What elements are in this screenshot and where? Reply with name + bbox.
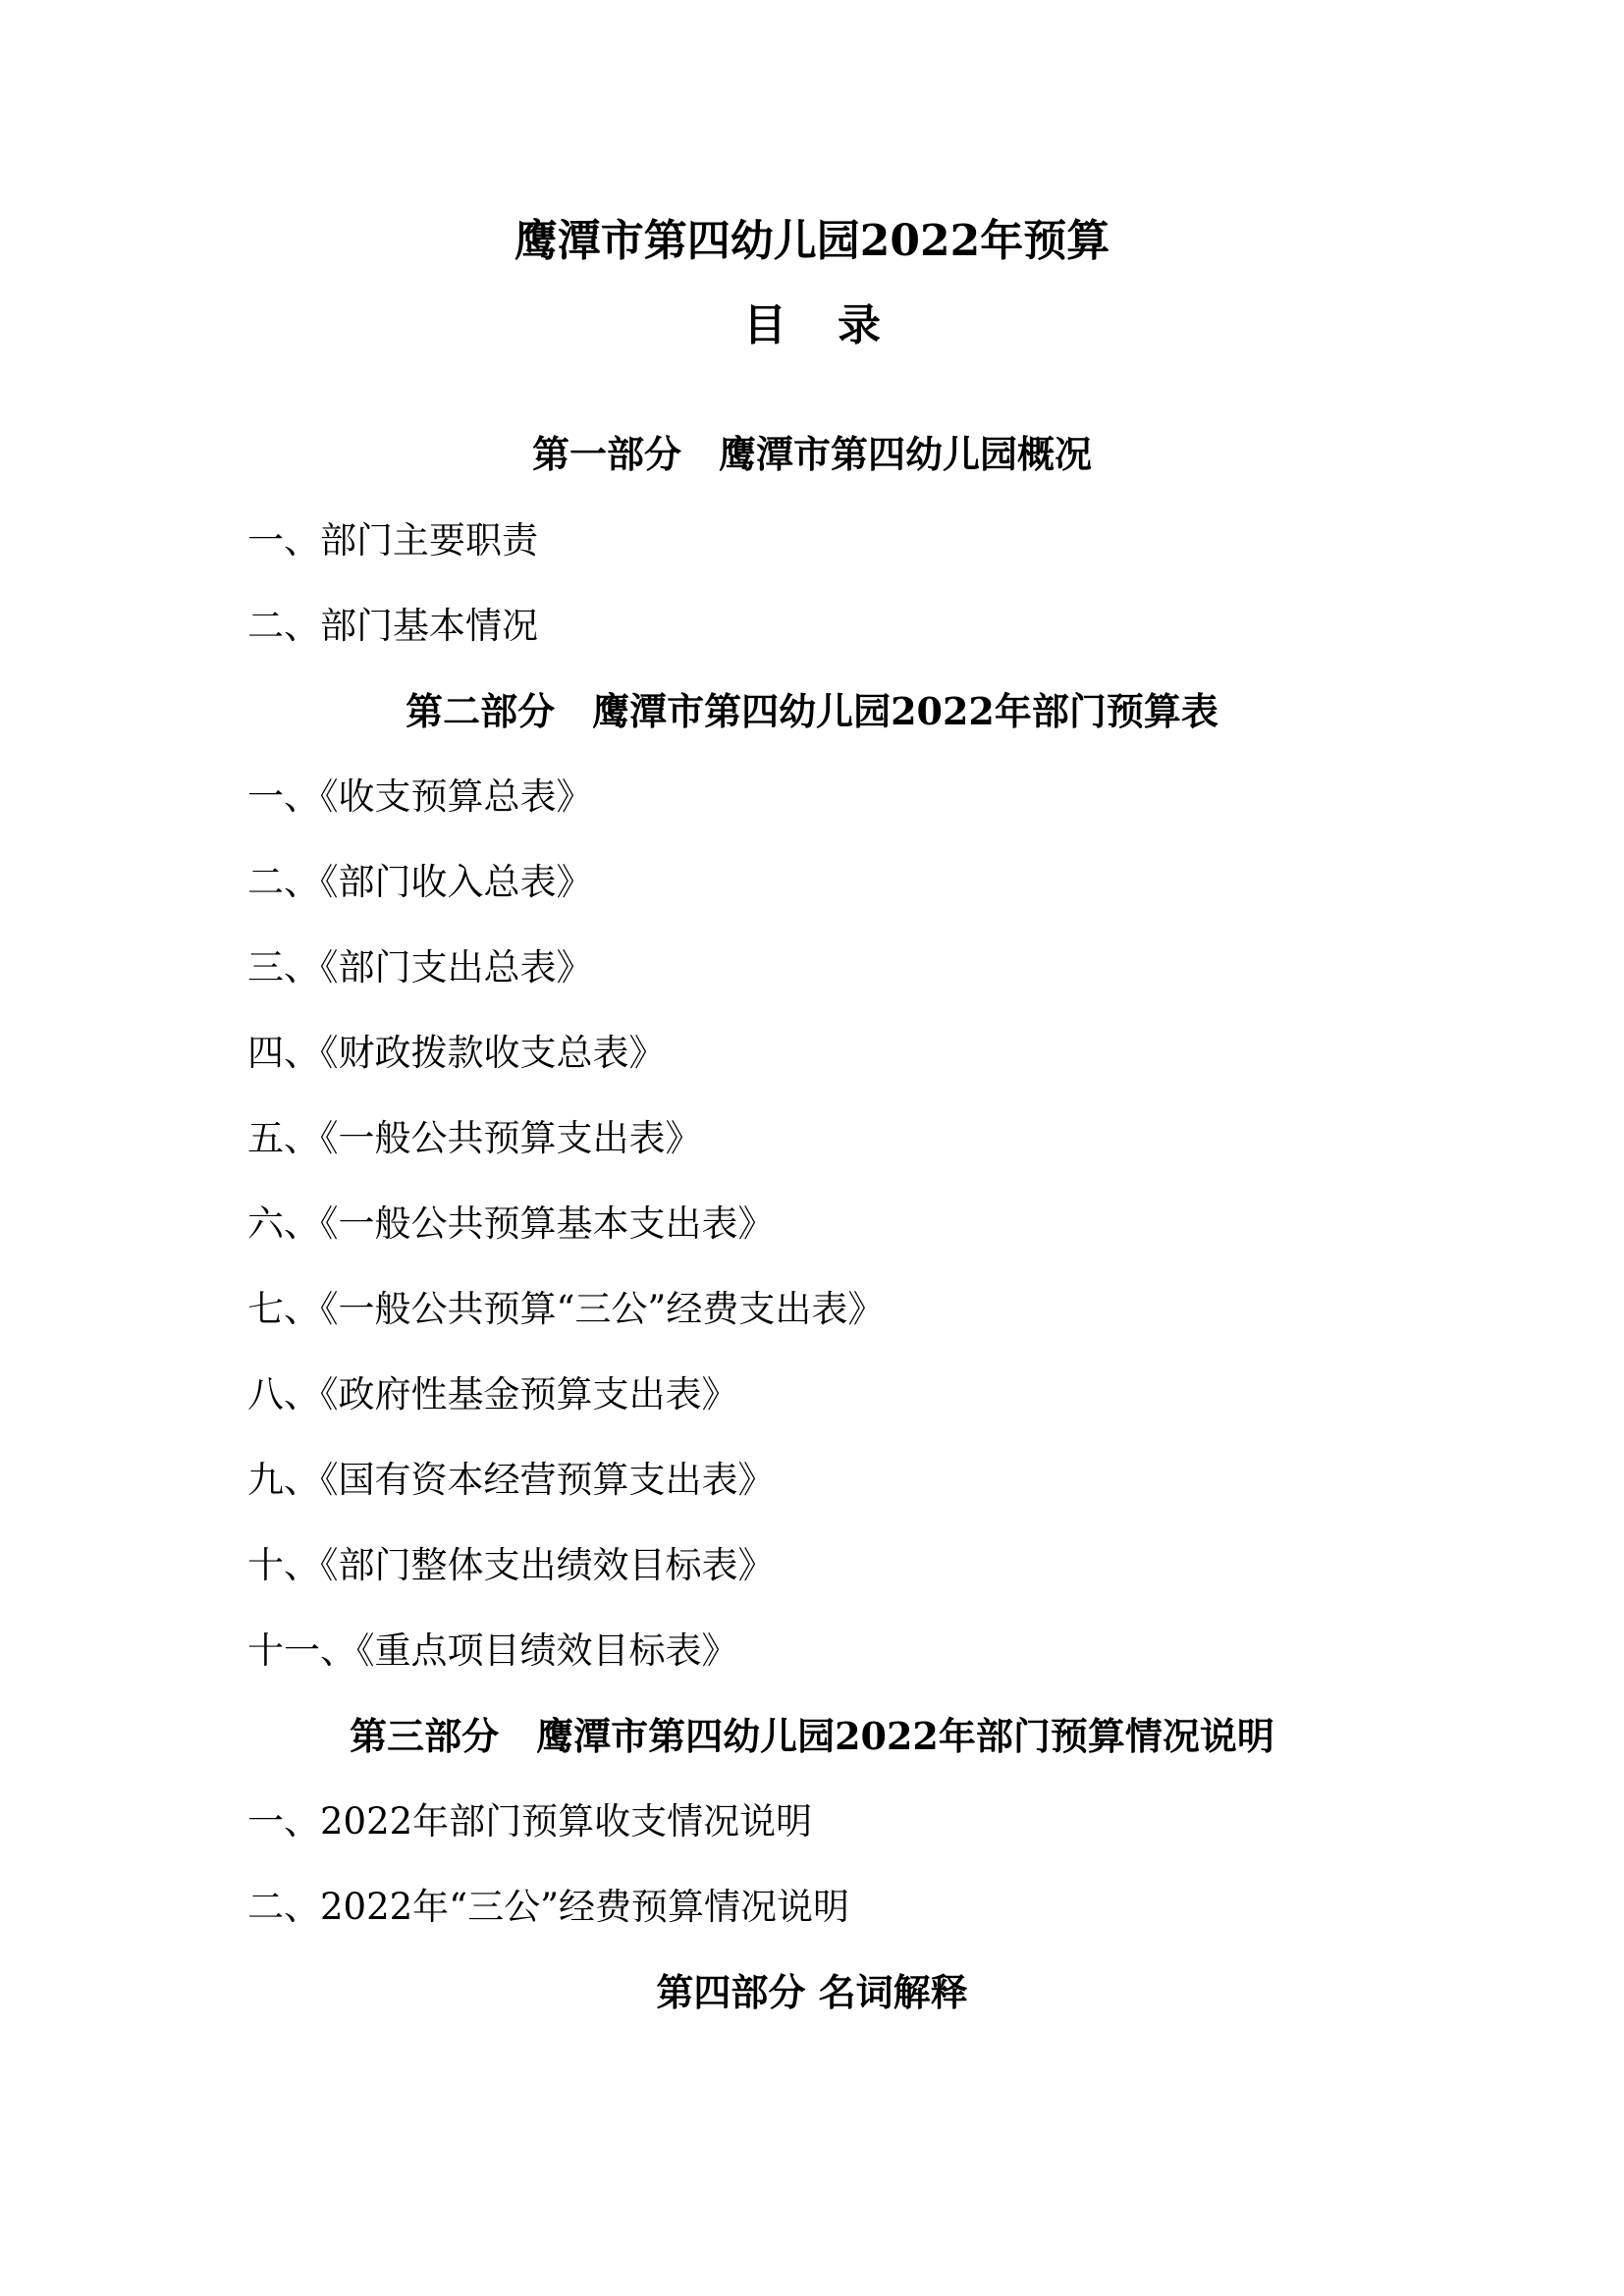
toc-item: 十一、《重点项目绩效目标表》 xyxy=(247,1629,738,1672)
part4-heading: 第四部分 名词解释 xyxy=(656,1970,968,2014)
toc-item: 四、《财政拨款收支总表》 xyxy=(247,1032,666,1074)
toc-item: 二、部门基本情况 xyxy=(247,605,538,647)
part2-heading: 第二部分 鹰潭市第四幼儿园2022年部门预算表 xyxy=(406,689,1218,733)
toc-item: 十、《部门整体支出绩效目标表》 xyxy=(247,1544,775,1586)
document-title: 鹰潭市第四幼儿园2022年预算 xyxy=(514,216,1110,266)
toc-title-left: 目 xyxy=(743,300,786,350)
part3-heading: 第三部分 鹰潭市第四幼儿园2022年部门预算情况说明 xyxy=(350,1714,1274,1758)
toc-item: 二、2022年“三公”经费预算情况说明 xyxy=(247,1886,849,1928)
toc-item: 二、《部门收入总表》 xyxy=(247,861,593,903)
toc-item: 六、《一般公共预算基本支出表》 xyxy=(247,1202,775,1245)
toc-item: 一、2022年部门预算收支情况说明 xyxy=(247,1800,813,1842)
toc-item: 九、《国有资本经营预算支出表》 xyxy=(247,1459,775,1501)
toc-title xyxy=(0,296,1624,355)
toc-item: 一、部门主要职责 xyxy=(247,519,538,561)
toc-item: 五、《一般公共预算支出表》 xyxy=(247,1117,702,1159)
toc-item: 三、《部门支出总表》 xyxy=(247,946,593,988)
toc-item: 一、《收支预算总表》 xyxy=(247,775,593,818)
toc-item: 八、《政府性基金预算支出表》 xyxy=(247,1373,738,1415)
toc-title-right: 录 xyxy=(838,300,881,350)
toc-item: 七、《一般公共预算“三公”经费支出表》 xyxy=(247,1288,885,1330)
part1-heading: 第一部分 鹰潭市第四幼儿园概况 xyxy=(531,432,1092,476)
